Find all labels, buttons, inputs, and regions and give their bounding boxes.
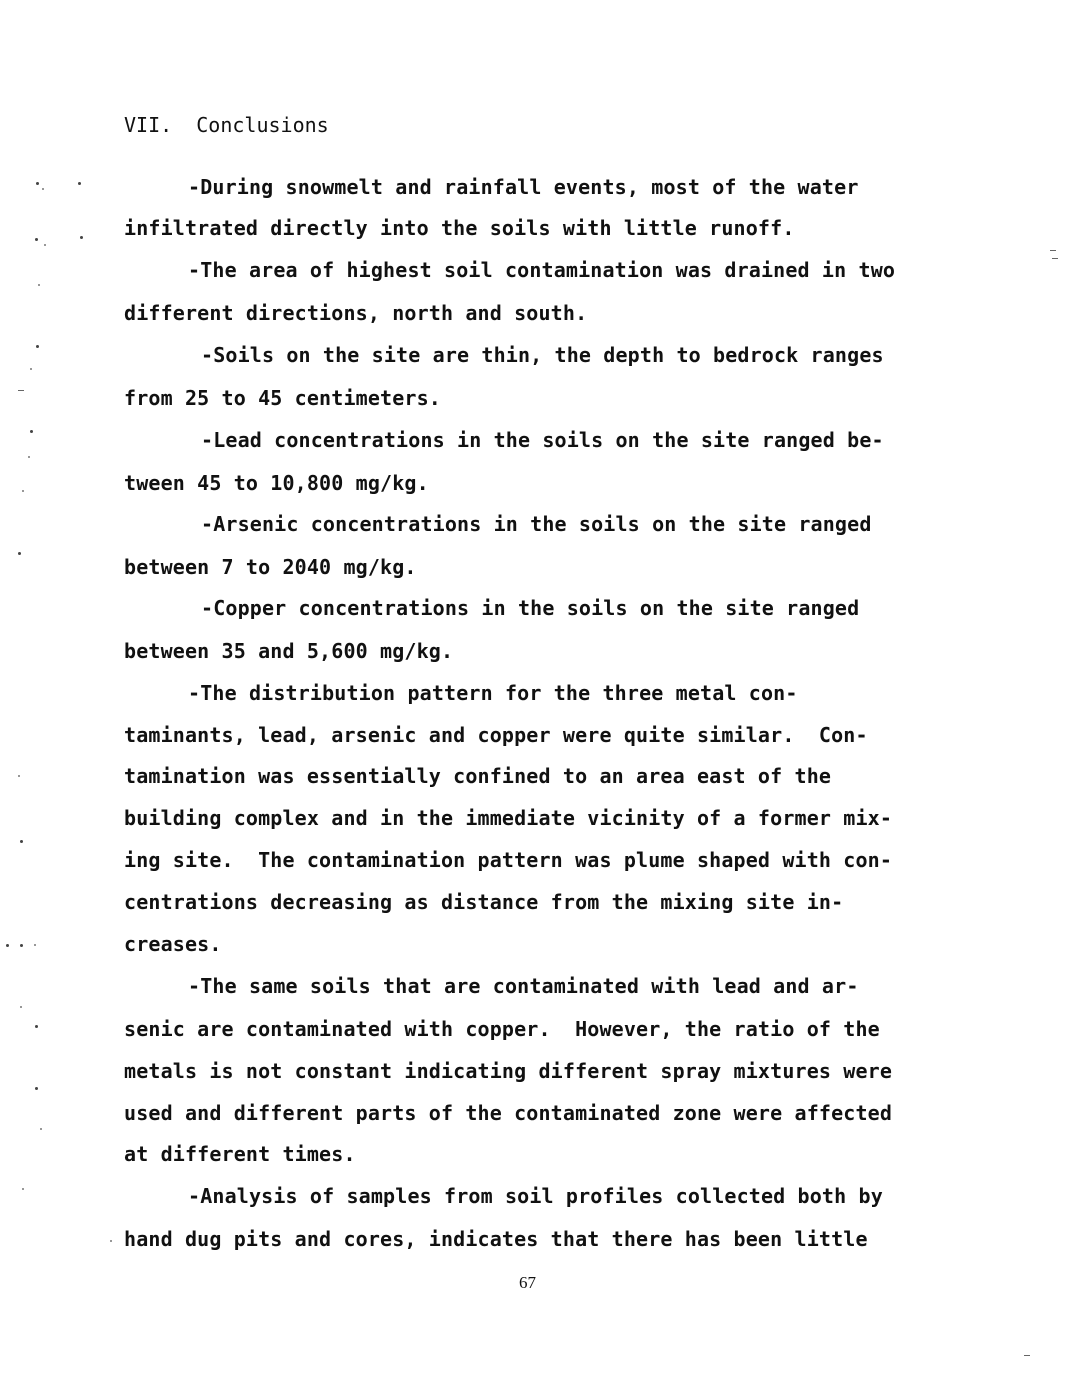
scan-speck: [1050, 250, 1056, 251]
text-line: different directions, north and south.: [124, 301, 588, 325]
scan-speck: [18, 390, 24, 391]
scan-speck: [42, 188, 44, 190]
page-number: 67: [519, 1273, 536, 1292]
scan-speck: [35, 238, 38, 241]
text-line: tamination was essentially confined to an area east of the: [124, 764, 832, 788]
text-line: used and different parts of the contaminated zone were affected: [124, 1101, 893, 1125]
text-line: from 25 to 45 centimeters.: [124, 386, 441, 410]
text-line: infiltrated directly into the soils with little runoff.: [124, 216, 795, 240]
scan-speck: [35, 1087, 38, 1090]
scan-speck: [20, 1006, 22, 1008]
scan-speck: [1024, 1355, 1030, 1356]
text-line: tween 45 to 10,800 mg/kg.: [124, 471, 429, 495]
scan-speck: [78, 182, 81, 185]
text-line: creases.: [124, 932, 222, 956]
text-line: senic are contaminated with copper. However, the ratio of the: [124, 1017, 880, 1041]
text-line: -Arsenic concentrations in the soils on the site ranged: [201, 512, 872, 536]
text-line: -Soils on the site are thin, the depth to bedrock ranges: [201, 343, 884, 367]
scan-speck: [22, 1188, 24, 1190]
text-line: -Lead concentrations in the soils on the site ranged be-: [201, 428, 884, 452]
text-line: between 35 and 5,600 mg/kg.: [124, 639, 454, 663]
scan-speck: [20, 944, 23, 947]
scan-speck: [110, 1240, 112, 1242]
text-line: centrations decreasing as distance from the mixing site in-: [124, 890, 844, 914]
scan-speck: [40, 1128, 42, 1130]
text-line: -Analysis of samples from soil profiles collected both by: [188, 1184, 883, 1208]
text-line: ing site. The contamination pattern was plume shaped with con-: [124, 848, 893, 872]
scan-speck: [44, 244, 46, 246]
scan-speck: [35, 1025, 38, 1028]
text-line: building complex and in the immediate vicinity of a former mix-: [124, 806, 893, 830]
scan-speck: [18, 552, 21, 555]
scan-speck: [36, 345, 39, 348]
text-line: -The distribution pattern for the three metal con-: [188, 681, 798, 705]
text-line: taminants, lead, arsenic and copper were quite similar. Con-: [124, 723, 868, 747]
scan-speck: [20, 840, 23, 843]
section-heading: VII. Conclusions: [124, 113, 329, 137]
scan-speck: [34, 944, 36, 946]
text-line: between 7 to 2040 mg/kg.: [124, 555, 417, 579]
scan-speck: [30, 368, 32, 370]
scan-speck: [6, 944, 9, 947]
text-line: metals is not constant indicating different spray mixtures were: [124, 1059, 893, 1083]
text-line: -The area of highest soil contamination was drained in two: [188, 258, 896, 282]
scan-speck: [22, 490, 24, 492]
text-line: hand dug pits and cores, indicates that there has been little: [124, 1227, 868, 1251]
scan-speck: [28, 456, 30, 458]
scan-speck: [30, 430, 33, 433]
scan-speck: [18, 775, 20, 777]
scan-speck: [38, 284, 40, 286]
scan-speck: [1052, 258, 1058, 259]
scan-speck: [80, 236, 83, 239]
scan-speck: [36, 182, 39, 185]
text-line: -The same soils that are contaminated with lead and ar-: [188, 974, 859, 998]
text-line: -During snowmelt and rainfall events, most of the water: [188, 175, 859, 199]
text-line: at different times.: [124, 1142, 356, 1166]
text-line: -Copper concentrations in the soils on the site ranged: [201, 596, 860, 620]
